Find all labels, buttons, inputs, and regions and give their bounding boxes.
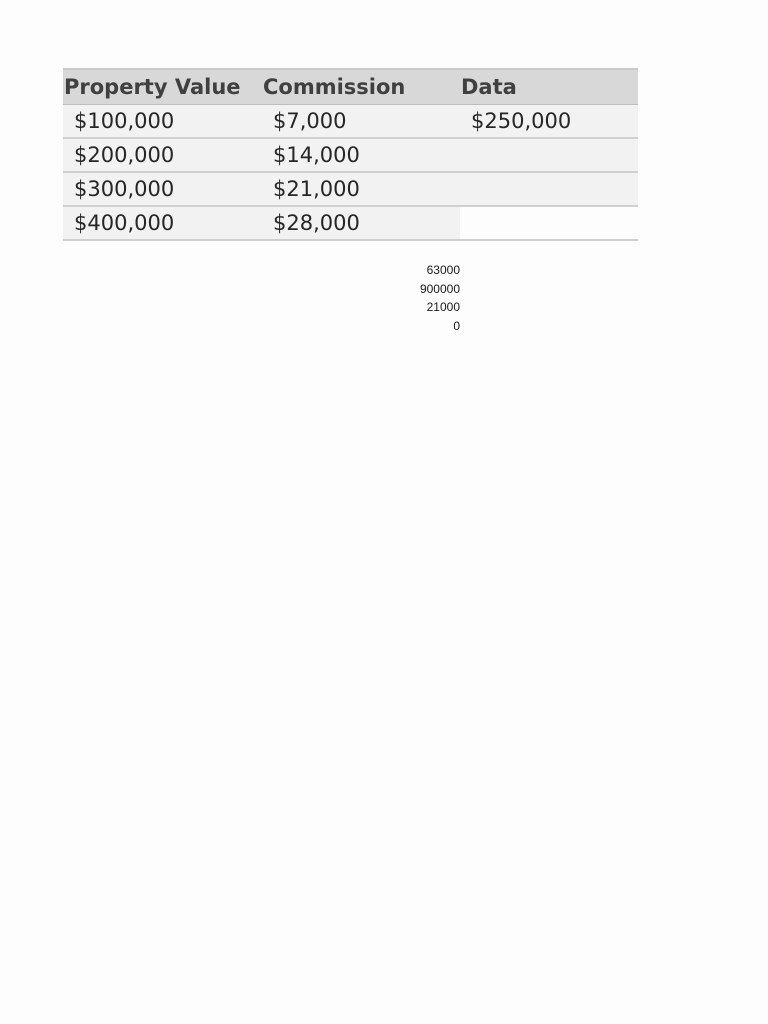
header-commission[interactable]: Commission <box>263 74 406 99</box>
cell-property-value[interactable]: $300,000 <box>63 172 262 206</box>
cell-commission[interactable]: $7,000 <box>262 104 460 138</box>
value-item: 63000 <box>426 263 460 277</box>
commission-table <box>63 68 638 241</box>
cell-data[interactable] <box>460 172 638 206</box>
cell-commission[interactable]: $21,000 <box>262 172 460 206</box>
cell-data[interactable]: $250,000 <box>460 104 638 138</box>
cell-data[interactable] <box>460 206 638 240</box>
header-row <box>63 69 638 104</box>
table-row <box>63 206 638 240</box>
header-data[interactable]: Data <box>461 74 517 99</box>
cell-property-value[interactable]: $400,000 <box>63 206 262 240</box>
header-property-value[interactable]: Property Value <box>64 74 241 99</box>
value-item: 0 <box>453 319 460 334</box>
cell-property-value[interactable]: $200,000 <box>63 138 262 172</box>
table-row <box>63 138 638 172</box>
table-row <box>63 172 638 206</box>
cell-data[interactable] <box>460 138 638 172</box>
cell-commission[interactable]: $28,000 <box>262 206 460 240</box>
table-row <box>63 104 638 138</box>
value-item: 21000 <box>426 300 460 315</box>
cell-commission[interactable]: $14,000 <box>262 138 460 172</box>
cell-property-value[interactable]: $100,000 <box>63 104 262 138</box>
value-list <box>380 261 460 336</box>
value-item: 900000 <box>419 281 460 296</box>
